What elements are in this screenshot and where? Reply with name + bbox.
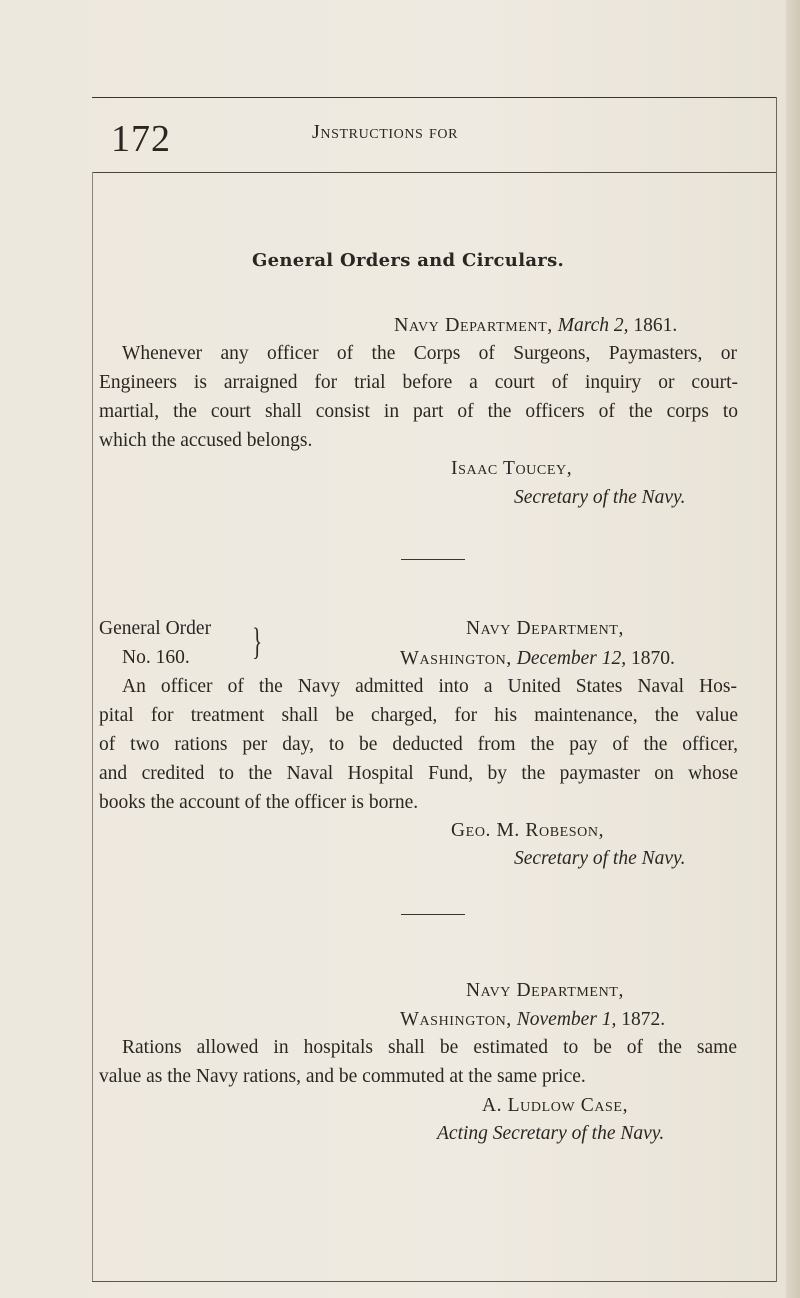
bottom-rule	[92, 1281, 776, 1282]
order-2-place: Washington,	[400, 647, 512, 669]
order-3-line-2: value as the Navy rations, and be commuted at the same price.	[99, 1066, 586, 1087]
order-1-signature-title: Secretary of the Navy.	[514, 487, 686, 508]
page-edge	[786, 0, 800, 1298]
section-title: General Orders and Circulars.	[252, 250, 565, 271]
order-3-year: 1872.	[621, 1009, 666, 1030]
order-1-signature: Isaac Toucey,	[451, 458, 573, 479]
brace-icon: }	[252, 621, 263, 663]
order-3-place: Washington,	[400, 1008, 512, 1030]
order-2-line-4: and credited to the Naval Hospital Fund, by the paymaster on whose	[99, 763, 738, 784]
order-1-line-2: Engineers is arraigned for trial before a court of inquiry or court-	[99, 372, 738, 393]
order-2-label-2: No. 160.	[122, 647, 190, 668]
order-1-year: 1861.	[633, 315, 678, 336]
order-1-date: March 2,	[557, 315, 629, 336]
order-3-department: Navy Department,	[466, 980, 624, 1001]
left-frame-rule	[92, 172, 93, 1282]
section-divider-1	[401, 559, 465, 560]
order-2-line-5: books the account of the officer is borne.	[99, 792, 419, 813]
order-3-line-1: Rations allowed in hospitals shall be estimated to be of the same	[122, 1037, 737, 1058]
order-3-date: November 1,	[516, 1009, 617, 1030]
order-2-line-3: of two rations per day, to be deducted from the pay of the officer,	[99, 734, 738, 755]
right-frame-rule	[776, 97, 777, 1282]
order-2-signature-title: Secretary of the Navy.	[514, 848, 686, 869]
order-1-line-3: martial, the court shall consist in part of the officers of the corps to	[99, 401, 738, 422]
order-2-line-1: An officer of the Navy admitted into a United States Naval Hos-	[122, 676, 737, 697]
top-rule	[92, 97, 776, 98]
order-2-label-1: General Order	[99, 618, 212, 639]
running-head: Jnstructions for	[312, 121, 459, 143]
order-2-department: Navy Department,	[466, 618, 624, 639]
order-3-dateline	[400, 1008, 665, 1031]
section-divider-2	[401, 914, 465, 915]
order-2-dateline	[400, 647, 675, 670]
order-1-dateline	[394, 314, 677, 337]
page-number: 172	[111, 118, 171, 160]
order-2-signature: Geo. M. Robeson,	[451, 820, 605, 841]
order-2-year: 1870.	[631, 648, 675, 669]
order-1-line-1: Whenever any officer of the Corps of Surgeons, Paymasters, or	[122, 343, 737, 364]
order-1-line-4: which the accused belongs.	[99, 430, 313, 451]
order-3-signature-title: Acting Secretary of the Navy.	[437, 1123, 665, 1144]
order-1-department: Navy Department,	[394, 314, 553, 336]
order-2-date: December 12,	[516, 648, 627, 669]
header-rule	[92, 172, 776, 173]
order-2-line-2: pital for treatment shall be charged, for his maintenance, the value	[99, 705, 738, 726]
order-3-signature: A. Ludlow Case,	[482, 1095, 629, 1116]
